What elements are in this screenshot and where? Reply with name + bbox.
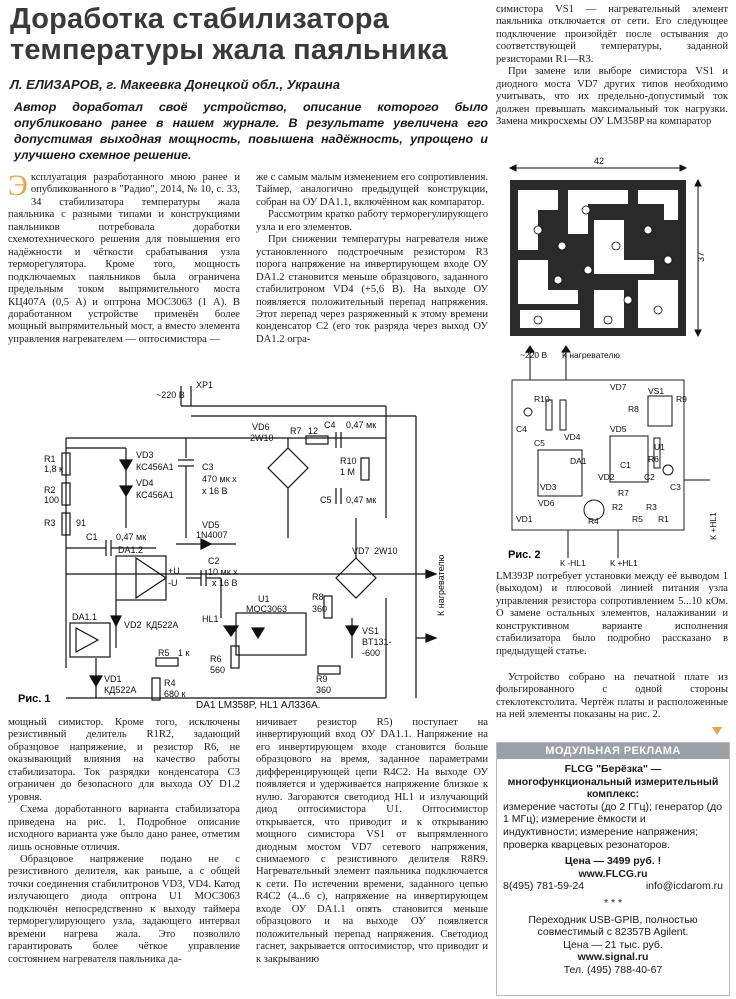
c1-paragraph-1: ксплуатация разработанного мною ранее и опубликованного в "Радио", 2014, № 10, с. 33, 34 стабилизатора температуры жала паяльника с разными типами и конструкциями паяльников потребовала доработки схемотехнического решения для повышения его надёжности и чёткости срабатывания узла терморегулятора. Кроме того, мощность подключаемых паяльников была ограничена предельным током выпрямительного моста КЦ407А (0,5 А) и оптрона МОС3063 (1 А). В доработанном устройстве применён более мощный выпрямительный мост, а вместо элемента управления нагревателем — оптосимистора — — [8, 172, 240, 345]
pcb-part-c2: C2 — [644, 472, 655, 482]
pcb-part-r10: R10 — [534, 394, 550, 404]
pcb-part-da1: DA1 — [570, 456, 587, 466]
pcb-part-u1: U1 — [654, 442, 665, 452]
r2-paragraph-1: LM393P потребует установки между её выводом 1 (выходом) и плюсовой линией питания узла управления резистора сопротивлением 5...10 кОм. О замене остальных элементов, налаживании и конструктивном варианте исполнения стабилизатора было подробно рассказано в предыдущей статье. — [496, 571, 728, 657]
pcb-to-heater: К нагревателю — [562, 350, 620, 360]
pcb-part-vd3: VD3 — [540, 482, 557, 492]
lead-paragraph: Автор доработал своё устройство, описание которого было опубликовано ранее в нашем журнале. В результате увеличена его допустимая выходная мощность, повышена надёжность, упрощено и улучшено схемное решение. — [14, 100, 488, 162]
fig1-c1-value: 0,47 мк — [116, 532, 147, 542]
fig1-r2: R2 — [44, 485, 56, 495]
fig1-c3-value: 470 мк х — [202, 474, 237, 484]
figure-1-schematic — [6, 378, 492, 712]
pcb-part-vd1: VD1 — [516, 514, 533, 524]
fig1-r1: R1 — [44, 454, 56, 464]
pcb-part-r3: R3 — [646, 502, 657, 512]
ad-line-2: измерение частоты (до 2 ГГц); генератор (до 1 МГц); измерение ёмкости и индуктивности; измерение напряжения; проверка кварцевых резонаторов. — [503, 800, 723, 851]
pcb-part-r8: R8 — [628, 404, 639, 414]
ad-site-2[interactable]: www.signal.ru — [577, 951, 649, 964]
fig1-mains: ~220 В — [156, 390, 185, 400]
fig1-vd3: VD3 — [136, 450, 154, 460]
fig1-u1-value: МОС3063 — [246, 604, 288, 614]
column-2-top — [256, 172, 488, 346]
fig1-r10: R10 — [340, 456, 357, 466]
c2-paragraph-2: Рассмотрим кратко работу терморегулирующего узла и его элементов. — [256, 209, 488, 233]
fig1-vd1-value: КД522А — [104, 685, 137, 695]
fig1-hl1: HL1 — [202, 614, 219, 624]
c4-paragraph-1: ничивает резистор R5) поступает на инвертирующий вход ОУ DA1.1. Напряжение на его инвертирующем входе становится больше образцового на время, заданное параметрами дифференцирующей цепи R4C2. На выходе ОУ появляется и удерживается напряжение близкое к нулю. Загораются светодиод HL1 и излучающий диод оптосимистора U1. Оптосимистор открывается, что приводит и к открыванию мощного симистора VS1 от выпрямленного диодным мостом VD7 сетевого напряжения, снимаемого с резистивного делителя R8R9. Нагревательный элемент паяльника подключается к сети. По истечении времени, заданного цепью R4C2 (4...6 с), напряжение на инвертирующем входе ОУ DA1.1 опять становится меньше образцового и на выходе ОУ появляется положительный перепад напряжения. Светодиод гаснет, закрывается оптосимистор, что приводит и к закрыванию — [256, 717, 488, 965]
fig1-da12: DA1.2 — [118, 545, 144, 555]
fig1-vd4: VD4 — [136, 478, 154, 488]
pcb-width: 42 — [594, 156, 605, 166]
fig1-r8: R8 — [312, 592, 324, 602]
column-2-bottom — [256, 717, 488, 966]
pcb-k-hl1-plus: К +HL1 — [610, 558, 638, 568]
pcb-part-r1: R1 — [658, 514, 669, 524]
fig1-c2-value-2: х 16 В — [212, 578, 238, 588]
drop-cap: Э — [8, 169, 28, 202]
pcb-part-c1: C1 — [620, 460, 631, 470]
ad-email[interactable]: info@icdarom.ru — [645, 880, 723, 893]
fig1-vs1: VS1 — [362, 626, 380, 636]
right-column-bottom — [496, 672, 728, 722]
fig1-vd6: VD6 — [252, 422, 270, 432]
pcb-part-r2: R2 — [612, 502, 623, 512]
fig1-r7-value: 12 — [308, 426, 319, 436]
pcb-part-r7: R7 — [618, 488, 629, 498]
r3-paragraph-1: Устройство собрано на печатной плате из фольгированного с одной стороны стеклотекстолита. Чертёж платы и расположенные на ней элементы показаны на рис. 2. — [496, 672, 728, 721]
ad-phone: 8(495) 781-59-24 — [503, 880, 585, 893]
pcb-part-vd2: VD2 — [598, 472, 615, 482]
fig1-vs1-value: BT131- — [362, 637, 392, 647]
fig1-r6-value: 560 — [210, 665, 226, 675]
fig1-da11: DA1.1 — [72, 612, 98, 622]
fig1-caption: Рис. 1 — [18, 693, 51, 705]
pcb-part-c3: C3 — [670, 482, 681, 492]
fig1-c3: C3 — [202, 462, 214, 472]
fig1-r9-value: 360 — [316, 685, 332, 695]
fig1-vd7-value: 2W10 — [374, 546, 398, 556]
fig1-vd6-value: 2W10 — [250, 433, 274, 443]
pcb-part-vd5: VD5 — [610, 424, 627, 434]
pcb-part-vs1: VS1 — [648, 386, 665, 396]
fig1-vd2-value: КД522А — [146, 620, 179, 630]
fig1-r7: R7 — [290, 426, 302, 436]
fig1-r5-value: 1 к — [178, 648, 190, 658]
fig1-c5: C5 — [320, 495, 332, 505]
pcb-part-r4: R4 — [588, 516, 599, 526]
end-of-article-marker — [712, 727, 722, 735]
title-line-2: температуры жала паяльника — [10, 34, 448, 66]
title-line-1: Доработка стабилизатора — [10, 3, 389, 35]
fig1-r1-value: 1,8 к — [44, 464, 63, 474]
fig1-to-heater: К нагревателю — [436, 554, 446, 616]
ad-phone-2: Тел. (495) 788-40-67 — [563, 963, 663, 976]
r1-paragraph-2: При замене или выборе симистора VS1 и диодного моста VD7 других типов необходимо учитывать, что их предельно-допустимый ток должен превышать максимальный ток нагрузки. Замена микросхемы ОУ LM358P на компаратор — [496, 66, 728, 128]
fig1-r3-value: 91 — [76, 518, 87, 528]
ad-price-2: Цена — 21 тыс. руб. — [563, 938, 663, 951]
c3-paragraph-1: мощный симистор. Кроме того, исключены резистивный делитель R1R2, задающий образцовое напряжение, и резистор R6, не оказывающий влияния на качество работы стабилизатора. Ток разрядки конденсатора С3 ограничен до безопасного для выхода ОУ D1.2 уровня. — [8, 717, 240, 803]
fig1-vd2: VD2 — [124, 620, 142, 630]
ad-site[interactable]: www.FLCG.ru — [578, 867, 648, 880]
fig1-u1: U1 — [258, 594, 270, 604]
fig1-c2-value: 10 мк х — [208, 567, 238, 577]
pcb-part-r5: R5 — [632, 514, 643, 524]
pcb-part-vd6: VD6 — [538, 498, 555, 508]
article-title — [10, 4, 490, 66]
c2-paragraph-1: же с самым малым изменением его сопротивления. Таймер, аналогично предыдущей конструкции, собран на ОУ DA1.1, включённом как компаратор. — [256, 172, 488, 208]
fig1-vd5: VD5 — [202, 520, 220, 530]
ad-price: Цена — 3499 руб. ! — [564, 855, 662, 868]
figure-2-pcb — [498, 150, 732, 570]
column-1-bottom — [8, 717, 240, 966]
pcb-height: 37 — [696, 251, 706, 262]
column-1-top — [8, 169, 240, 346]
pcb-k-hl1-minus: К -HL1 — [560, 558, 586, 568]
fig1-xp1: XP1 — [196, 380, 214, 390]
pcb-k-hl1-side: К +HL1 — [708, 512, 718, 540]
pcb-part-c5: C5 — [534, 438, 545, 448]
fig1-vd3-value: КС456А1 — [136, 462, 174, 472]
pcb-part-c4: C4 — [516, 424, 527, 434]
fig1-vs1-value-2: -600 — [362, 648, 381, 658]
fig1-r10-value: 1 М — [340, 467, 356, 477]
fig1-pu: +U — [168, 566, 180, 576]
pcb-part-vd7: VD7 — [610, 382, 627, 392]
byline: Л. ЕЛИЗАРОВ, г. Макеевка Донецкой обл., Украина — [10, 77, 340, 92]
fig1-r2-value: 100 — [44, 495, 60, 505]
fig1-c2: C2 — [208, 556, 220, 566]
ad-separator: * * * — [603, 896, 623, 909]
fig1-c3-value-2: х 16 В — [202, 486, 228, 496]
fig1-vd5-value: 1N4007 — [196, 530, 228, 540]
ad-block — [496, 742, 730, 996]
c3-paragraph-2: Схема доработанного варианта стабилизатора приведена на рис. 1. Подробное описание исходного варианта уже было дано ранее, отметим лишь основные отличия. — [8, 804, 240, 853]
fig1-c4: C4 — [324, 420, 336, 430]
fig1-r5: R5 — [158, 648, 170, 658]
ad-line-3: Переходник USB-GPIB, полностью совместимый с 82357B Agilent. — [528, 913, 698, 939]
right-column-middle — [496, 571, 728, 658]
pcb-mains: ~220 В — [520, 350, 548, 360]
c3-paragraph-3: Образцовое напряжение подано не с резистивного делителя, как раньше, а с общей точки соединения стабилитронов VD3, VD4. Катод излучающего диода оптрона U1 МОС3063 подключён непосредственно к выходу таймера терморегулирующего узла, задающего интервал времени нагрева жала. Это позволило гарантировать более чёткое управление состоянием нагревателя паяльника да- — [8, 853, 240, 965]
fig1-subcaption: DA1 LM358P, HL1 АЛ336А. — [196, 700, 321, 711]
right-column-top — [496, 4, 728, 129]
pcb-part-vd4: VD4 — [564, 432, 581, 442]
fig1-c5-value: 0,47 мк — [346, 495, 377, 505]
ad-line-1: FLCG "Берёзка" — многофункциональный измерительный комплекс: — [507, 763, 719, 801]
fig1-c1: C1 — [86, 532, 98, 542]
ad-header: МОДУЛЬНАЯ РЕКЛАМА — [497, 743, 729, 759]
fig1-r4: R4 — [164, 678, 176, 688]
pcb-part-r9: R9 — [676, 394, 687, 404]
pcb-part-r6: R6 — [648, 454, 659, 464]
fig1-vd1: VD1 — [104, 674, 122, 684]
fig1-r9: R9 — [316, 674, 328, 684]
r1-paragraph-1: симистора VS1 — нагревательный элемент паяльника отключается от сети. Его следующее подключение произойдёт после остывания до соответствующей температуры, заданной резисторами R1—R3. — [496, 4, 728, 65]
fig1-vd4-value: КС456А1 — [136, 490, 174, 500]
fig2-caption: Рис. 2 — [508, 549, 541, 561]
fig1-vd7: VD7 — [352, 546, 370, 556]
fig1-r8-value: 360 — [312, 604, 328, 614]
fig1-c4-value: 0,47 мк — [346, 420, 377, 430]
c2-paragraph-3: При снижении температуры нагревателя ниже установленного подстроечным резистором R3 порога напряжение на инвертирующем входе ОУ DA1.2 становится меньше образцового, заданного стабилитроном VD4 (+5,6 В). На выходе ОУ появляется положительный перепад напряжения. Этот перепад через разряженный к этому времени конденсатор С2 (его ток разряда через выход ОУ DA1.2 огра- — [256, 234, 488, 345]
fig1-r4-value: 680 к — [164, 689, 186, 699]
fig1-r6: R6 — [210, 654, 222, 664]
fig1-r3: R3 — [44, 518, 56, 528]
fig1-mu: -U — [168, 578, 178, 588]
